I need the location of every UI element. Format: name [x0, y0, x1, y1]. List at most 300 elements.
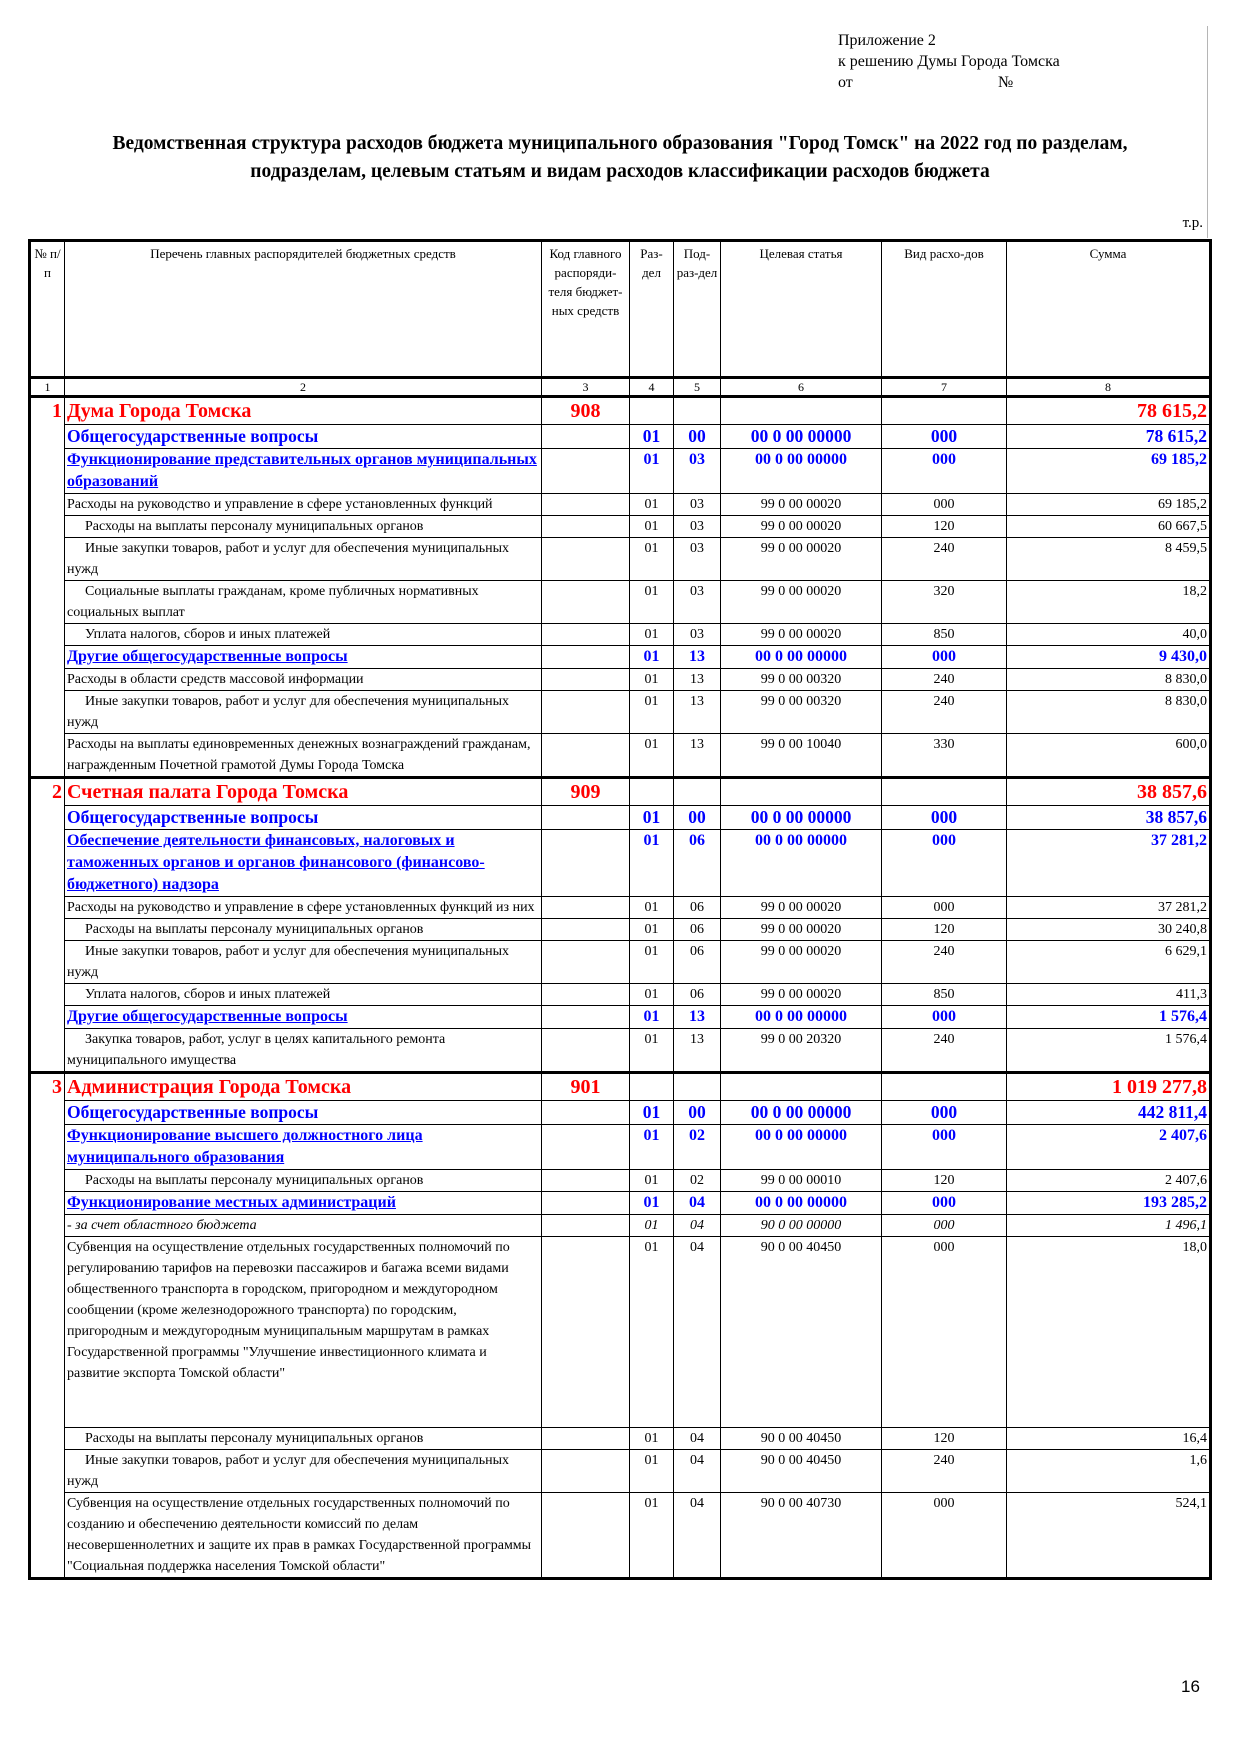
cell-razdel: 01 [630, 1493, 674, 1579]
table-row [30, 516, 1211, 538]
cell-vid: 120 [882, 1428, 1007, 1450]
cell-name: Общегосударственные вопросы [65, 425, 542, 449]
cell-code [542, 624, 630, 646]
cell-podrazdel: 03 [674, 449, 721, 494]
cell-sum: 38 857,6 [1007, 778, 1211, 806]
cell-name: Расходы на выплаты персоналу муниципальных органов [65, 1170, 542, 1192]
cell-sum: 69 185,2 [1007, 449, 1211, 494]
cell-npp [30, 646, 65, 669]
header-name: Перечень главных распорядителей бюджетных средств [65, 241, 542, 378]
cell-npp [30, 449, 65, 494]
cell-target: 90 0 00 40730 [721, 1493, 882, 1579]
cell-code: 909 [542, 778, 630, 806]
cell-razdel: 01 [630, 516, 674, 538]
cell-npp [30, 734, 65, 778]
cell-code [542, 897, 630, 919]
cell-npp [30, 669, 65, 691]
cell-name: Иные закупки товаров, работ и услуг для обеспечения муниципальных нужд [65, 1450, 542, 1493]
cell-npp [30, 581, 65, 624]
cell-razdel [630, 778, 674, 806]
cell-target: 00 0 00 00000 [721, 1192, 882, 1215]
annex-header [838, 30, 1060, 93]
cell-vid: 240 [882, 691, 1007, 734]
cell-npp [30, 516, 65, 538]
cell-npp [30, 538, 65, 581]
cell-podrazdel: 06 [674, 897, 721, 919]
cell-code [542, 516, 630, 538]
cell-razdel: 01 [630, 1125, 674, 1170]
cell-code [542, 1192, 630, 1215]
cell-sum: 30 240,8 [1007, 919, 1211, 941]
cell-sum: 69 185,2 [1007, 494, 1211, 516]
cell-target: 99 0 00 00020 [721, 494, 882, 516]
cell-sum: 8 459,5 [1007, 538, 1211, 581]
cell-razdel [630, 397, 674, 425]
header-razdel: Раз-дел [630, 241, 674, 378]
cell-sum: 1 576,4 [1007, 1006, 1211, 1029]
cell-npp [30, 425, 65, 449]
cell-sum: 524,1 [1007, 1493, 1211, 1579]
table-row-section [30, 1101, 1211, 1125]
cell-razdel: 01 [630, 1170, 674, 1192]
cell-sum: 1 576,4 [1007, 1029, 1211, 1073]
cell-target: 99 0 00 10040 [721, 734, 882, 778]
cell-sum: 18,2 [1007, 581, 1211, 624]
cell-razdel: 01 [630, 1450, 674, 1493]
cell-sum: 8 830,0 [1007, 691, 1211, 734]
cell-sum: 16,4 [1007, 1428, 1211, 1450]
cell-code [542, 1029, 630, 1073]
table-row-section [30, 806, 1211, 830]
col-number: 1 [30, 378, 65, 397]
cell-npp [30, 1101, 65, 1125]
cell-code: 901 [542, 1073, 630, 1101]
cell-vid: 240 [882, 1029, 1007, 1073]
cell-code [542, 1215, 630, 1237]
cell-razdel: 01 [630, 806, 674, 830]
cell-target: 90 0 00 40450 [721, 1428, 882, 1450]
table-row [30, 691, 1211, 734]
cell-podrazdel [674, 778, 721, 806]
cell-vid [882, 397, 1007, 425]
cell-sum: 2 407,6 [1007, 1125, 1211, 1170]
column-numbers-row [30, 378, 1211, 397]
cell-vid: 120 [882, 919, 1007, 941]
cell-sum: 78 615,2 [1007, 397, 1211, 425]
cell-vid [882, 778, 1007, 806]
budget-table [28, 239, 1212, 1580]
cell-podrazdel: 00 [674, 425, 721, 449]
cell-code [542, 449, 630, 494]
cell-podrazdel: 04 [674, 1450, 721, 1493]
cell-name: Дума Города Томска [65, 397, 542, 425]
cell-target: 99 0 00 00020 [721, 538, 882, 581]
cell-target: 90 0 00 40450 [721, 1237, 882, 1428]
cell-vid: 240 [882, 941, 1007, 984]
cell-name: Расходы на руководство и управление в сфере установленных функций из них [65, 897, 542, 919]
table-row [30, 624, 1211, 646]
cell-target: 00 0 00 00000 [721, 1125, 882, 1170]
table-header-row [30, 241, 1211, 378]
cell-name: Общегосударственные вопросы [65, 1101, 542, 1125]
cell-code [542, 1493, 630, 1579]
cell-code [542, 494, 630, 516]
header-podrazdel: Под-раз-дел [674, 241, 721, 378]
cell-npp [30, 941, 65, 984]
table-row-department [30, 778, 1211, 806]
cell-npp [30, 1125, 65, 1170]
cell-podrazdel: 13 [674, 734, 721, 778]
cell-podrazdel: 04 [674, 1428, 721, 1450]
cell-name: Уплата налогов, сборов и иных платежей [65, 984, 542, 1006]
cell-vid: 000 [882, 1006, 1007, 1029]
col-number: 2 [65, 378, 542, 397]
cell-podrazdel: 13 [674, 691, 721, 734]
cell-name: Субвенция на осуществление отдельных государственных полномочий по регулированию тарифов на перевозки пассажиров и багажа всеми видами общественного транспорта в городском, пригородном и междугородном сообщении (кроме железнодорожного транспорта) по городским, пригородным и междугородным муниципальным маршрутам в рамках Государственной программы "Улучшение инвестиционного климата и развитие экспорта Томской области" [65, 1237, 542, 1428]
cell-npp [30, 1450, 65, 1493]
cell-podrazdel: 04 [674, 1215, 721, 1237]
cell-podrazdel: 13 [674, 1029, 721, 1073]
cell-code [542, 538, 630, 581]
table-row-subsection [30, 1006, 1211, 1029]
cell-sum: 6 629,1 [1007, 941, 1211, 984]
cell-razdel: 01 [630, 425, 674, 449]
table-row [30, 734, 1211, 778]
cell-name: Общегосударственные вопросы [65, 806, 542, 830]
cell-razdel: 01 [630, 1215, 674, 1237]
cell-razdel: 01 [630, 624, 674, 646]
cell-podrazdel: 13 [674, 669, 721, 691]
cell-target: 00 0 00 00000 [721, 449, 882, 494]
cell-target: 00 0 00 00000 [721, 646, 882, 669]
col-number: 3 [542, 378, 630, 397]
cell-vid [882, 1073, 1007, 1101]
annex-line-3 [838, 72, 1060, 93]
cell-name: Иные закупки товаров, работ и услуг для обеспечения муниципальных нужд [65, 691, 542, 734]
cell-name: Расходы на выплаты персоналу муниципальных органов [65, 1428, 542, 1450]
table-row-subsection [30, 830, 1211, 897]
cell-name: Уплата налогов, сборов и иных платежей [65, 624, 542, 646]
table-row-subsection [30, 449, 1211, 494]
cell-npp [30, 1428, 65, 1450]
cell-vid: 000 [882, 897, 1007, 919]
cell-code [542, 830, 630, 897]
cell-podrazdel: 13 [674, 1006, 721, 1029]
cell-target [721, 778, 882, 806]
table-row [30, 1029, 1211, 1073]
cell-name: Расходы в области средств массовой информации [65, 669, 542, 691]
cell-target: 99 0 00 00020 [721, 984, 882, 1006]
cell-target: 00 0 00 00000 [721, 806, 882, 830]
cell-razdel: 01 [630, 1237, 674, 1428]
cell-target: 90 0 00 40450 [721, 1450, 882, 1493]
cell-vid: 330 [882, 734, 1007, 778]
cell-npp [30, 1237, 65, 1428]
col-number: 7 [882, 378, 1007, 397]
cell-vid: 000 [882, 1101, 1007, 1125]
cell-name: Другие общегосударственные вопросы [65, 646, 542, 669]
cell-vid: 240 [882, 669, 1007, 691]
cell-sum: 2 407,6 [1007, 1170, 1211, 1192]
annex-date-label: от [838, 74, 853, 91]
cell-sum: 18,0 [1007, 1237, 1211, 1428]
cell-npp [30, 919, 65, 941]
cell-npp [30, 691, 65, 734]
cell-sum: 60 667,5 [1007, 516, 1211, 538]
cell-target: 90 0 00 00000 [721, 1215, 882, 1237]
cell-name: Администрация Города Томска [65, 1073, 542, 1101]
cell-code [542, 919, 630, 941]
cell-razdel: 01 [630, 984, 674, 1006]
cell-code [542, 734, 630, 778]
cell-podrazdel [674, 397, 721, 425]
cell-razdel: 01 [630, 669, 674, 691]
cell-razdel: 01 [630, 1006, 674, 1029]
table-row [30, 669, 1211, 691]
cell-podrazdel: 06 [674, 941, 721, 984]
table-row-subsection [30, 646, 1211, 669]
cell-podrazdel: 06 [674, 830, 721, 897]
cell-podrazdel: 03 [674, 538, 721, 581]
annex-number-label: № [998, 74, 1014, 91]
cell-sum: 40,0 [1007, 624, 1211, 646]
header-vid: Вид расхо-дов [882, 241, 1007, 378]
page-number: 16 [1181, 1677, 1200, 1696]
cell-podrazdel [674, 1073, 721, 1101]
cell-npp [30, 494, 65, 516]
cell-target: 99 0 00 00020 [721, 919, 882, 941]
page-margin-line [1207, 26, 1208, 238]
cell-name: Расходы на руководство и управление в сфере установленных функций [65, 494, 542, 516]
cell-npp: 2 [30, 778, 65, 806]
table-row [30, 581, 1211, 624]
cell-name: Субвенция на осуществление отдельных государственных полномочий по созданию и обеспечению деятельности комиссий по делам несовершеннолетних и защите их прав в рамках Государственной программы "Социальная поддержка населения Томской области" [65, 1493, 542, 1579]
cell-sum: 38 857,6 [1007, 806, 1211, 830]
cell-target [721, 397, 882, 425]
cell-sum: 600,0 [1007, 734, 1211, 778]
cell-code [542, 806, 630, 830]
cell-target: 99 0 00 00320 [721, 669, 882, 691]
cell-code [542, 1428, 630, 1450]
cell-target: 00 0 00 00000 [721, 1006, 882, 1029]
cell-razdel: 01 [630, 897, 674, 919]
cell-podrazdel: 04 [674, 1192, 721, 1215]
cell-npp [30, 1192, 65, 1215]
cell-podrazdel: 02 [674, 1125, 721, 1170]
document-title: Ведомственная структура расходов бюджета муниципального образования "Город Томск" на 2022 год по разделам, подразделам, целевым статьям и видам расходов классификации расходов бюджета [112, 133, 1128, 182]
cell-podrazdel: 06 [674, 919, 721, 941]
cell-podrazdel: 04 [674, 1237, 721, 1428]
cell-razdel: 01 [630, 646, 674, 669]
cell-sum: 1 019 277,8 [1007, 1073, 1211, 1101]
table-row [30, 1170, 1211, 1192]
cell-target: 99 0 00 20320 [721, 1029, 882, 1073]
cell-vid: 000 [882, 494, 1007, 516]
header-npp: № п/п [30, 241, 65, 378]
cell-podrazdel: 06 [674, 984, 721, 1006]
cell-sum: 37 281,2 [1007, 830, 1211, 897]
cell-razdel: 01 [630, 1101, 674, 1125]
annex-line-1: Приложение 2 [838, 32, 936, 49]
cell-sum: 442 811,4 [1007, 1101, 1211, 1125]
cell-razdel: 01 [630, 830, 674, 897]
annex-line-2: к решению Думы Города Томска [838, 53, 1060, 70]
cell-npp [30, 1029, 65, 1073]
cell-vid: 000 [882, 1125, 1007, 1170]
cell-code [542, 1101, 630, 1125]
cell-target: 99 0 00 00020 [721, 581, 882, 624]
cell-npp [30, 1170, 65, 1192]
cell-target: 99 0 00 00020 [721, 624, 882, 646]
cell-podrazdel: 04 [674, 1493, 721, 1579]
col-number: 4 [630, 378, 674, 397]
cell-podrazdel: 03 [674, 581, 721, 624]
cell-vid: 850 [882, 984, 1007, 1006]
header-sum: Сумма [1007, 241, 1211, 378]
cell-code [542, 1170, 630, 1192]
cell-vid: 000 [882, 1215, 1007, 1237]
cell-npp [30, 1493, 65, 1579]
table-row-department [30, 397, 1211, 425]
cell-razdel: 01 [630, 1428, 674, 1450]
cell-code: 908 [542, 397, 630, 425]
cell-name: - за счет областного бюджета [65, 1215, 542, 1237]
cell-name: Расходы на выплаты персоналу муниципальных органов [65, 919, 542, 941]
cell-razdel [630, 1073, 674, 1101]
table-row-subsection [30, 1192, 1211, 1215]
cell-podrazdel: 02 [674, 1170, 721, 1192]
cell-name: Функционирование представительных органов муниципальных образований [65, 449, 542, 494]
table-row [30, 538, 1211, 581]
cell-razdel: 01 [630, 734, 674, 778]
cell-code [542, 646, 630, 669]
cell-code [542, 669, 630, 691]
cell-vid: 240 [882, 1450, 1007, 1493]
cell-npp [30, 1215, 65, 1237]
cell-name: Расходы на выплаты персоналу муниципальных органов [65, 516, 542, 538]
cell-target: 99 0 00 00020 [721, 941, 882, 984]
cell-razdel: 01 [630, 538, 674, 581]
cell-razdel: 01 [630, 494, 674, 516]
cell-npp: 1 [30, 397, 65, 425]
table-row [30, 1428, 1211, 1450]
cell-name: Расходы на выплаты единовременных денежных вознаграждений гражданам, награжденным Почетной грамотой Думы Города Томска [65, 734, 542, 778]
cell-name: Другие общегосударственные вопросы [65, 1006, 542, 1029]
cell-name: Иные закупки товаров, работ и услуг для обеспечения муниципальных нужд [65, 538, 542, 581]
table-row [30, 1215, 1211, 1237]
header-target: Целевая статья [721, 241, 882, 378]
cell-name: Иные закупки товаров, работ и услуг для обеспечения муниципальных нужд [65, 941, 542, 984]
cell-razdel: 01 [630, 919, 674, 941]
cell-podrazdel: 03 [674, 624, 721, 646]
cell-code [542, 581, 630, 624]
table-row [30, 1493, 1211, 1579]
col-number: 5 [674, 378, 721, 397]
cell-vid: 000 [882, 425, 1007, 449]
cell-code [542, 984, 630, 1006]
cell-vid: 000 [882, 806, 1007, 830]
cell-code [542, 1125, 630, 1170]
cell-name: Закупка товаров, работ, услуг в целях капитального ремонта муниципального имущества [65, 1029, 542, 1073]
table-row [30, 984, 1211, 1006]
cell-target: 00 0 00 00000 [721, 830, 882, 897]
cell-npp [30, 897, 65, 919]
cell-sum: 1 496,1 [1007, 1215, 1211, 1237]
cell-sum: 1,6 [1007, 1450, 1211, 1493]
cell-npp [30, 830, 65, 897]
cell-npp: 3 [30, 1073, 65, 1101]
cell-podrazdel: 00 [674, 1101, 721, 1125]
cell-target [721, 1073, 882, 1101]
cell-target: 99 0 00 00020 [721, 516, 882, 538]
cell-razdel: 01 [630, 691, 674, 734]
cell-name: Счетная палата Города Томска [65, 778, 542, 806]
cell-sum: 78 615,2 [1007, 425, 1211, 449]
cell-sum: 411,3 [1007, 984, 1211, 1006]
table-row [30, 1237, 1211, 1428]
cell-target: 00 0 00 00000 [721, 1101, 882, 1125]
col-number: 8 [1007, 378, 1211, 397]
table-row [30, 1450, 1211, 1493]
cell-vid: 240 [882, 538, 1007, 581]
cell-vid: 000 [882, 1493, 1007, 1579]
table-row-department [30, 1073, 1211, 1101]
cell-razdel: 01 [630, 581, 674, 624]
cell-npp [30, 806, 65, 830]
cell-target: 99 0 00 00320 [721, 691, 882, 734]
cell-code [542, 691, 630, 734]
cell-sum: 8 830,0 [1007, 669, 1211, 691]
cell-podrazdel: 13 [674, 646, 721, 669]
table-row [30, 941, 1211, 984]
cell-podrazdel: 03 [674, 516, 721, 538]
cell-vid: 000 [882, 646, 1007, 669]
cell-razdel: 01 [630, 449, 674, 494]
cell-sum: 37 281,2 [1007, 897, 1211, 919]
cell-vid: 000 [882, 830, 1007, 897]
cell-vid: 000 [882, 449, 1007, 494]
cell-code [542, 1006, 630, 1029]
cell-podrazdel: 03 [674, 494, 721, 516]
cell-vid: 120 [882, 1170, 1007, 1192]
cell-npp [30, 984, 65, 1006]
cell-sum: 193 285,2 [1007, 1192, 1211, 1215]
cell-target: 00 0 00 00000 [721, 425, 882, 449]
table-row-subsection [30, 1125, 1211, 1170]
header-code: Код главного распоряди-теля бюджет-ных средств [542, 241, 630, 378]
cell-code [542, 1237, 630, 1428]
cell-podrazdel: 00 [674, 806, 721, 830]
units-label: т.р. [1182, 215, 1203, 231]
col-number: 6 [721, 378, 882, 397]
table-row-section [30, 425, 1211, 449]
table-row [30, 919, 1211, 941]
table-row [30, 494, 1211, 516]
cell-code [542, 941, 630, 984]
cell-razdel: 01 [630, 1029, 674, 1073]
cell-name: Функционирование высшего должностного лица муниципального образования [65, 1125, 542, 1170]
cell-target: 99 0 00 00010 [721, 1170, 882, 1192]
cell-vid: 850 [882, 624, 1007, 646]
cell-vid: 000 [882, 1237, 1007, 1428]
cell-sum: 9 430,0 [1007, 646, 1211, 669]
cell-name: Функционирование местных администраций [65, 1192, 542, 1215]
cell-code [542, 425, 630, 449]
cell-razdel: 01 [630, 1192, 674, 1215]
cell-vid: 000 [882, 1192, 1007, 1215]
cell-npp [30, 624, 65, 646]
cell-name: Обеспечение деятельности финансовых, налоговых и таможенных органов и органов финансового (финансово-бюджетного) надзора [65, 830, 542, 897]
